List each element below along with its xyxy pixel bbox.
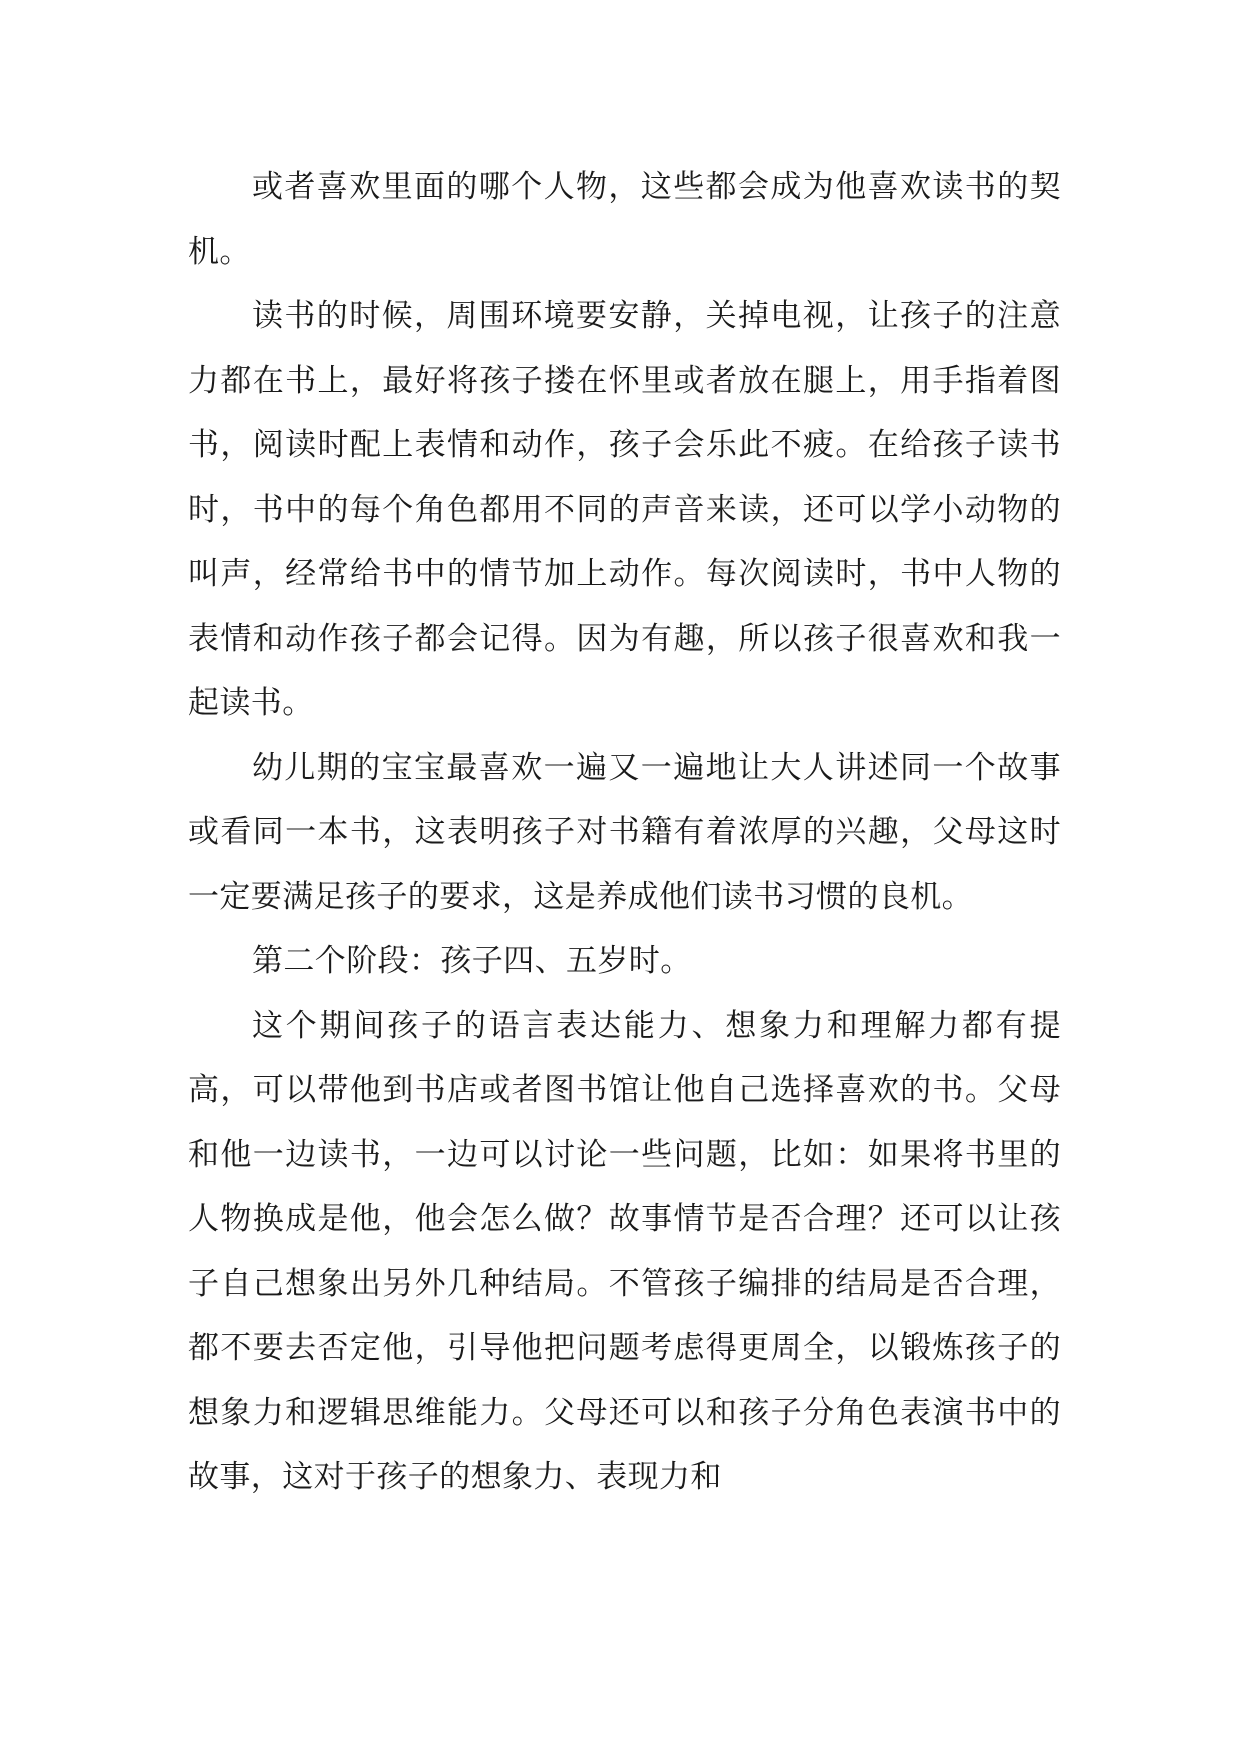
- paragraph: 或者喜欢里面的哪个人物，这些都会成为他喜欢读书的契机。: [188, 169, 1061, 270]
- paragraph: 这个期间孩子的语言表达能力、想象力和理解力都有提高，可以带他到书店或者图书馆让他自己选择喜欢的书。父母和他一边读书，一边可以讨论一些问题，比如：如果将书里的人物换成是他，他会怎么做？故事情节是否合理？还可以让孩子自己想象出另外几种结局。不管孩子编排的结局是否合理，都不要去否定他，引导他把问题考虑得更周全，以锻炼孩子的想象力和逻辑思维能力。父母还可以和孩子分角色表演书中的故事，这对于孩子的想象力、表现力和: [188, 1007, 1061, 1495]
- paragraph: 读书的时候，周围环境要安静，关掉电视，让孩子的注意力都在书上，最好将孩子搂在怀里或者放在腿上，用手指着图书，阅读时配上表情和动作，孩子会乐此不疲。在给孩子读书时，书中的每个角色都用不同的声音来读，还可以学小动物的叫声，经常给书中的情节加上动作。每次阅读时，书中人物的表情和动作孩子都会记得。因为有趣，所以孩子很喜欢和我一起读书。: [188, 298, 1061, 721]
- section-heading: 第二个阶段：孩子四、五岁时。: [252, 943, 692, 979]
- document-body: [188, 155, 1061, 1510]
- paragraph: 幼儿期的宝宝最喜欢一遍又一遍地让大人讲述同一个故事或看同一本书，这表明孩子对书籍有着浓厚的兴趣，父母这时一定要满足孩子的要求，这是养成他们读书习惯的良机。: [188, 749, 1061, 915]
